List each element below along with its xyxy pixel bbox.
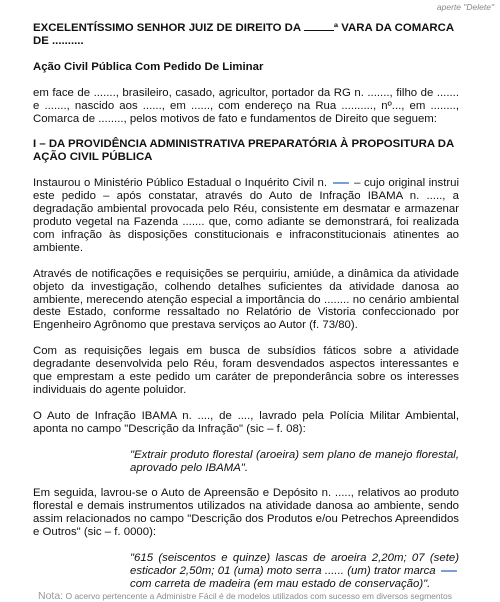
footer-note-label: Nota:	[38, 590, 64, 602]
quote-2-start: "615 (seiscentos e quinze) lascas de aroeira 2,20m; 07 (sete) esticador 2,50m; 01 (uma) moto serra ...... (um) trator marca	[130, 552, 459, 577]
quote-2-end: com carreta de madeira (em mau estado de conservação)".	[130, 577, 431, 590]
court-heading	[33, 20, 459, 48]
document-title: Ação Civil Pública Com Pedido De Liminar	[33, 60, 264, 73]
heading-blank[interactable]	[304, 20, 334, 31]
section-title: I – DA PROVIDÊNCIA ADMINISTRATIVA PREPARATÓRIA À PROPOSITURA DA AÇÃO CIVIL PÚBLICA	[33, 138, 454, 164]
heading-part1: EXCELENTÍSSIMO SENHOR JUIZ DE DIREITO DA	[33, 22, 301, 34]
inquiry-link-mark[interactable]	[333, 182, 349, 184]
tractor-link-mark[interactable]	[441, 570, 457, 572]
footer-note-text: O acervo pertencente a Administre Fácil é de modelos utilizados com sucesso em diversos segmentos	[65, 591, 452, 601]
document-body	[33, 20, 459, 591]
instruction-note	[414, 0, 494, 12]
instruction-note-text: aperte "Delete"	[436, 2, 494, 12]
paragraph-4: O Auto de Infração IBAMA n. ...., de ...., lavrado pela Polícia Militar Ambiental, aponta no campo "Descrição da Infração" (sic – f. 08):	[33, 409, 459, 435]
heading-part3: DE ..........	[33, 34, 84, 47]
paragraph-3: Com as requisições legais em busca de subsídios fáticos sobre a atividade degradante desenvolvida pelo Réu, foram desvendados aspectos interessantes e que emprestam a este pedido um caráter de preponderância sobre os interesses individuais do agente poluidor.	[33, 345, 459, 396]
paragraph-5: Em seguida, lavrou-se o Auto de Apreensão e Depósito n. ....., relativos ao produto florestal e demais instrumentos utilizados na atividade danosa ao ambiente, sendo assim relacionados no campo "Descrição dos Produtos e/ou Petrechos Apreendidos e Outros" (sic – f. 0000):	[33, 487, 459, 539]
paragraph-2: Através de notificações e requisições se perquiriu, amiúde, a dinâmica da atividade objeto da investigação, colhendo detalhes suficientes da atividade danosa ao ambiente, merecendo atenção especial a importância do ........ no cenário ambiental deste Estado, conforme ressaltado no Relatório de Vistoria confeccionado por Engenheiro Agrônomo que prestava serviços ao Autor (f. 73/80).	[33, 267, 459, 332]
heading-part2: ª VARA DA COMARCA	[333, 22, 455, 34]
paragraph-1-start: Instaurou o Ministério Público Estadual o Inquérito Civil n.	[33, 177, 328, 190]
quote-1: "Extrair produto florestal (aroeira) sem plano de manejo florestal, aprovado pelo IBAMA".	[130, 448, 459, 474]
quote-2	[130, 552, 459, 591]
parties-paragraph: em face de ......., brasileiro, casado, agricultor, portador da RG n. ......., filho de ....... e ......., nascido aos ......, em ......, com endereço na Rua .........., nº..., em ........, Comarca de ........, pelos motivos de fato e fundamentos de Direito que seguem:	[33, 86, 459, 125]
paragraph-1	[33, 177, 459, 254]
footer-note	[38, 590, 500, 602]
paragraph-1-rest: – cujo original instrui este pedido – após constatar, através do Auto de Infração IBAMA n. ....., a degradação ambiental provocada pelo Réu, consistente em desmatar e armazenar produto vegetal na Fazenda ....... que, como adiante se demonstrará, foi realizada com infração às disposições constitucionais e infraconstitucionais atinentes ao ambiente.	[33, 177, 460, 254]
